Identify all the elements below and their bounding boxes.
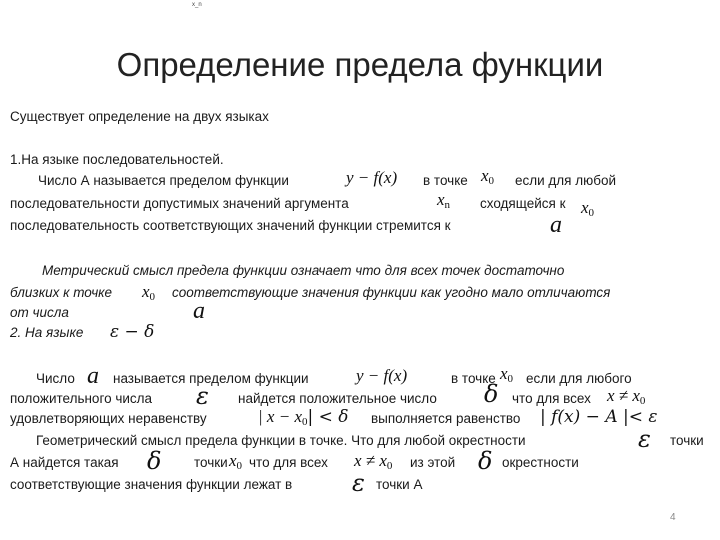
- symbol-xn: $x_n$: [437, 190, 451, 211]
- section1-line1-point: в точке: [423, 173, 468, 188]
- geometric-line2-end: окрестности: [502, 455, 579, 470]
- metric-line1: Метрический смысл предела функции означает что для всех точек достаточно: [42, 263, 565, 278]
- formula-y-fx: y − f(x): [346, 168, 398, 187]
- intro-text: Существует определение на двух языках: [10, 109, 269, 124]
- symbol-x0: $x_0$: [229, 451, 243, 472]
- section1-line1-end: если для любой: [515, 173, 617, 188]
- section1-heading: 1.На языке последовательностей.: [10, 152, 224, 167]
- slide-title: Определение предела функции: [116, 46, 604, 83]
- section2-line1-point: в точке: [451, 371, 496, 386]
- symbol-x0: $x_0$: [500, 364, 514, 385]
- geometric-line1: Геометрический смысл предела функции в точке. Что для любой окрестности: [36, 433, 526, 448]
- symbol-delta: δ: [478, 447, 493, 475]
- geometric-line2-point: точки: [194, 455, 228, 470]
- symbol-x0: $x_0$: [142, 282, 156, 303]
- symbol-x-neq-x0: $x \ne x_0$: [354, 451, 393, 472]
- section2-line1-start: Число: [36, 371, 75, 386]
- metric-line2-end: соответствующие значения функции как угодно мало отличаются: [172, 285, 611, 300]
- geometric-line2-mid: что для всех: [249, 455, 328, 470]
- page-number: 4: [670, 512, 676, 523]
- section1-line2-text: последовательности допустимых значений аргумента: [10, 196, 349, 211]
- section2-line3-mid: выполняется равенство: [371, 411, 521, 426]
- section2-line1-text: называется пределом функции: [113, 371, 309, 386]
- section2-line2-start: положительного числа: [10, 391, 153, 406]
- section1-line1-text: Число А называется пределом функции: [38, 173, 289, 188]
- geometric-line1-end: точки: [670, 433, 704, 448]
- corner-mark: x_n: [192, 2, 202, 8]
- formula-abs-x-x0: | $x - x_0| < \delta$: [258, 407, 349, 428]
- symbol-epsilon: ε: [352, 469, 365, 497]
- symbol-a: a: [193, 298, 205, 324]
- symbol-a: a: [87, 363, 99, 389]
- metric-line3: от числа: [10, 305, 69, 320]
- section2-line2-end: что для всех: [512, 391, 591, 406]
- symbol-delta: δ: [147, 447, 162, 475]
- symbol-delta: δ: [484, 380, 499, 408]
- section2-line2-mid: найдется положительное число: [238, 391, 437, 406]
- section2-heading: 2. На языке: [10, 325, 84, 340]
- geometric-line3-end: точки А: [376, 477, 423, 492]
- geometric-line2-start: А найдется такая: [10, 455, 119, 470]
- section1-line3-text: последовательность соответствующих значений функции стремится к: [10, 218, 451, 233]
- symbol-epsilon: ε: [196, 382, 209, 410]
- section2-line3-start: удовлетворяющих неравенству: [10, 411, 207, 426]
- symbol-eps-delta: ε − δ: [110, 322, 155, 342]
- formula-abs-fx-A: | f(x) − A |< ε: [540, 407, 658, 427]
- section2-line1-end: если для любого: [526, 371, 632, 386]
- section1-line2-end: сходящейся к: [480, 196, 566, 211]
- geometric-line3-start: соответствующие значения функции лежат в: [10, 477, 293, 492]
- symbol-a: a: [550, 212, 562, 238]
- symbol-x0: $x_0$: [481, 166, 495, 187]
- geometric-line2-from: из этой: [410, 455, 456, 470]
- symbol-epsilon: ε: [638, 425, 651, 453]
- metric-line2-start: близких к точке: [10, 285, 113, 300]
- formula-y-fx: y − f(x): [356, 366, 408, 385]
- symbol-x-neq-x0: $x \ne x_0$: [607, 386, 646, 407]
- symbol-x0: $x_0$: [581, 198, 595, 219]
